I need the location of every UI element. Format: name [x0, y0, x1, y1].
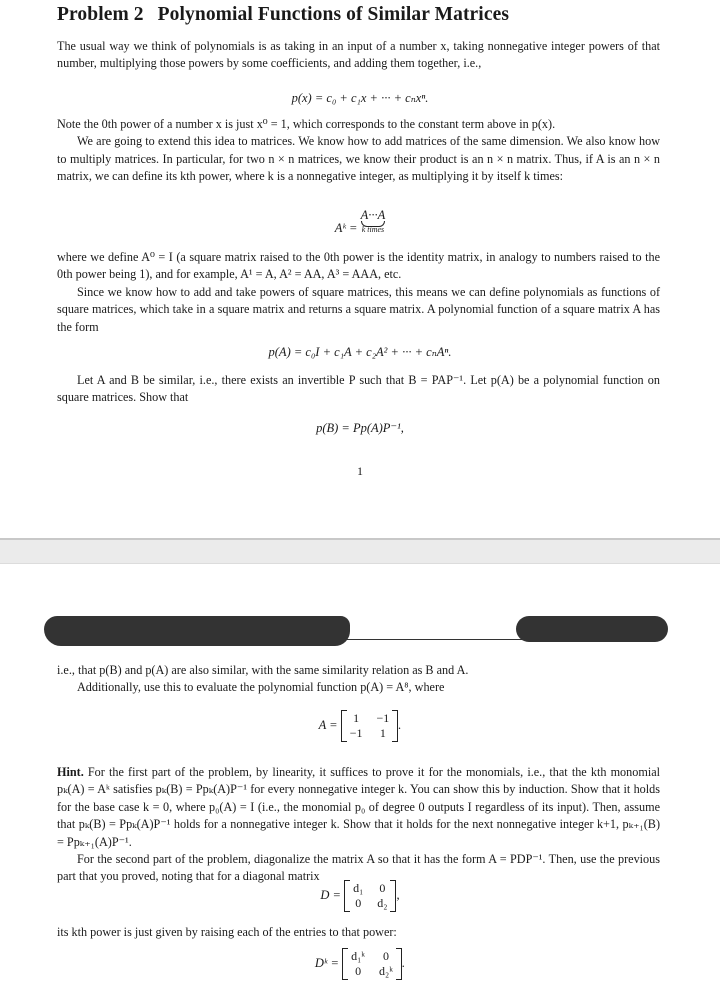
redaction-mark-left [44, 616, 350, 646]
definition-paragraph: where we define A⁰ = I (a square matrix raised to the 0th power is the identity matrix, in analogy to numbers raised to the 0th power being 1), and for example, A¹ = A, A² = AA, A³ = AAA, etc. Since we know how to add and take powers of square matrices, this means we can define polynomials as functions of square matrices, which take in a square matrix and returns a square matrix. A polynomial function of a square matrix A has the form [57, 250, 660, 334]
intro-paragraph: The usual way we think of polynomials is as taking in an input of a number x, taking nonnegative integer powers of that number, multiplying those powers by some coefficients, and adding them together, i.e., [57, 39, 660, 71]
matrix-a: 1 −1 −1 1 [341, 710, 399, 742]
matrix-d-equation: D = d₁ 0 0 d₂ , [320, 881, 400, 910]
matrix-d: d₁ 0 0 d₂ [344, 880, 396, 912]
diagonal-power-paragraph: its kth power is just given by raising each of the entries to that power: [57, 925, 397, 939]
polynomial-equation: p(x) = c₀ + c₁x + ··· + cₙxⁿ. [291, 91, 429, 105]
conclusion-paragraph: i.e., that p(B) and p(A) are also similar, with the same similarity relation as B and A. Additionally, use this to evaluate the polynomial function p(A) = A⁸, where [57, 663, 469, 695]
similarity-equation: p(B) = Pp(A)P⁻¹, [316, 421, 404, 435]
page-number: 1 [357, 464, 363, 478]
underbrace: A···A k times [360, 208, 386, 234]
page-2 [0, 564, 720, 990]
matrix-a-equation: A = 1 −1 −1 1 . [318, 711, 402, 740]
matrix-d-power-k: d₁ᵏ 0 0 d₂ᵏ [342, 948, 402, 980]
matrix-power-paragraph: Note the 0th power of a number x is just x⁰ = 1, which corresponds to the constant term above in p(x). We are going to extend this idea to matrices. We know how to add matrices of the same dimension. We also know how to multiply matrices. In particular, for two n × n matrices, we know their product is an n × n matrix. Thus, if A is an n × n matrix, we can define its kth power, where k is a nonnegative integer, as multiplying it by itself k times: [57, 117, 660, 184]
page-break [0, 538, 720, 564]
matrix-polynomial-equation: p(A) = c₀I + c₁A + c₂A² + ··· + cₙAⁿ. [268, 345, 452, 359]
matrix-power-equation: Aᵏ = A···A k times [334, 208, 386, 235]
hint-paragraph: Hint. For the first part of the problem, by linearity, it suffices to prove it for the monomials, i.e., that the kth monomial pₖ(A) = Aᵏ satisfies pₖ(B) = Ppₖ(A)P⁻¹ for every nonnegative integer k. You can show this by induction. Show that it holds for the base case k = 0, where p₀(A) = I (i.e., the monomial p₀ of degree 0 outputs I regardless of its input). Then, assume that pₖ(B) = Ppₖ(A)P⁻¹ holds for a nonnegative integer k. Show that it holds for the next nonnegative integer k+1, pₖ₊₁(B) = Ppₖ₊₁(A)P⁻¹. For the second part of the problem, diagonalize the matrix A so that it has the form A = PDP⁻¹. Then, use the previous part that you proved, noting that for a diagonal matrix [57, 765, 660, 884]
problem-title: Problem 2 Polynomial Functions of Similar Matrices [57, 4, 510, 25]
matrix-dk-equation: Dᵏ = d₁ᵏ 0 0 d₂ᵏ . [314, 949, 406, 978]
redaction-mark-right [516, 616, 668, 642]
similar-matrices-paragraph: Let A and B be similar, i.e., there exists an invertible P such that B = PAP⁻¹. Let p(A) be a polynomial function on square matrices. Show that [57, 373, 660, 405]
